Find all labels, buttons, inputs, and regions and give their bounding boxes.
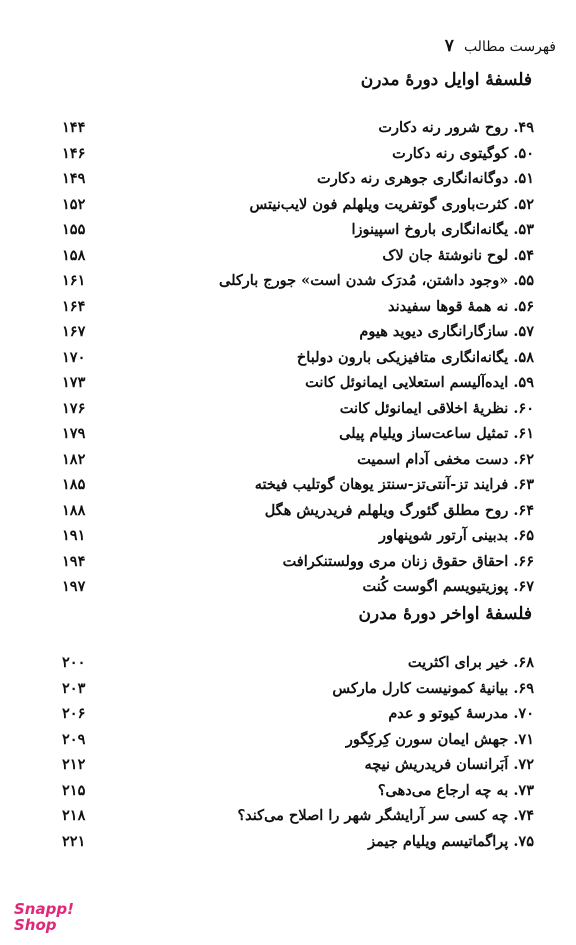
entry-title: ۵۷. سازگارانگاری دیوید هیوم bbox=[359, 323, 534, 341]
toc-entry[interactable] bbox=[62, 727, 534, 753]
entry-page-number: ۲۰۰ bbox=[62, 654, 86, 672]
entry-title: ۵۳. یگانه‌انگاری باروخ اسپینوزا bbox=[351, 221, 534, 239]
toc-entry[interactable] bbox=[62, 447, 534, 473]
toc-entry[interactable] bbox=[62, 396, 534, 422]
toc-entry[interactable] bbox=[62, 294, 534, 320]
entry-title: ۶۵. بدبینی آرتور شوپنهاور bbox=[378, 527, 534, 545]
toc-entry[interactable] bbox=[62, 166, 534, 192]
logo-line-1: Snapp! bbox=[14, 900, 74, 918]
entry-page-number: ۲۰۹ bbox=[62, 730, 86, 748]
entry-page-number: ۱۸۵ bbox=[62, 476, 86, 494]
entry-page-number: ۱۵۲ bbox=[62, 195, 86, 213]
toc-entry[interactable] bbox=[62, 498, 534, 524]
entry-title: ۵۸. یگانه‌انگاری متافیزیکی بارون دولباخ bbox=[296, 348, 534, 366]
entry-title: ۶۷. پوزیتیویسم اگوست کُنت bbox=[362, 578, 534, 596]
toc-entry[interactable] bbox=[62, 549, 534, 575]
toc-entry[interactable] bbox=[62, 676, 534, 702]
toc-entry[interactable] bbox=[62, 472, 534, 498]
entry-title: ۵۵. «وجود داشتن، مُدرَک شدن است» جورج بارکلی bbox=[219, 272, 534, 290]
entry-page-number: ۲۰۶ bbox=[62, 705, 86, 723]
running-head bbox=[445, 36, 556, 56]
entry-page-number: ۱۶۴ bbox=[62, 297, 86, 315]
running-head-title: فهرست مطالب bbox=[463, 39, 556, 55]
entry-page-number: ۲۰۳ bbox=[62, 679, 86, 697]
entry-page-number: ۱۷۳ bbox=[62, 374, 86, 392]
entry-page-number: ۲۱۵ bbox=[62, 781, 86, 799]
entry-page-number: ۱۹۱ bbox=[62, 527, 86, 545]
entry-title: ۷۳. به چه ارجاع می‌دهی؟ bbox=[377, 781, 534, 799]
entry-page-number: ۱۶۱ bbox=[62, 272, 86, 290]
toc-entry[interactable] bbox=[62, 523, 534, 549]
toc-entry[interactable] bbox=[62, 141, 534, 167]
toc-entry[interactable] bbox=[62, 829, 534, 855]
entry-page-number: ۱۴۶ bbox=[62, 144, 86, 162]
entry-title: ۵۰. کوگیتوی رنه دکارت bbox=[392, 144, 534, 162]
entry-title: ۷۴. چه کسی سر آرایشگر شهر را اصلاح می‌کند؟ bbox=[237, 807, 534, 825]
toc-entry[interactable] bbox=[62, 421, 534, 447]
entry-page-number: ۱۸۸ bbox=[62, 501, 86, 519]
entry-title: ۷۱. جهش ایمان سورن کِرکِگور bbox=[345, 730, 534, 748]
page-number: ۷ bbox=[444, 36, 454, 56]
entry-page-number: ۱۷۶ bbox=[62, 399, 86, 417]
entry-title: ۶۴. روح مطلق گئورگ ویلهلم فریدریش هگل bbox=[264, 501, 534, 519]
entry-title: ۶۸. خیر برای اکثریت bbox=[407, 654, 534, 672]
entry-page-number: ۱۵۵ bbox=[62, 221, 86, 239]
entry-title: ۶۱. تمثیل ساعت‌ساز ویلیام پیلی bbox=[339, 425, 534, 443]
snapp-shop-logo bbox=[14, 901, 74, 933]
toc-entry[interactable] bbox=[62, 192, 534, 218]
entry-title: ۴۹. روح شرور رنه دکارت bbox=[378, 119, 534, 137]
toc-entry[interactable] bbox=[62, 115, 534, 141]
logo-line-2: Shop bbox=[14, 916, 57, 934]
toc-entry[interactable] bbox=[62, 650, 534, 676]
toc-entry[interactable] bbox=[62, 370, 534, 396]
entry-page-number: ۱۹۴ bbox=[62, 552, 86, 570]
entry-page-number: ۱۸۲ bbox=[62, 450, 86, 468]
toc-entry[interactable] bbox=[62, 752, 534, 778]
toc-entry[interactable] bbox=[62, 319, 534, 345]
entry-title: ۵۹. ایده‌آلیسم استعلایی ایمانوئل کانت bbox=[305, 374, 534, 392]
entry-page-number: ۲۱۲ bbox=[62, 756, 86, 774]
toc-entry[interactable] bbox=[62, 803, 534, 829]
section-title-early-modern: فلسفهٔ اوایل دورهٔ مدرن bbox=[360, 70, 532, 90]
toc-entry[interactable] bbox=[62, 217, 534, 243]
toc-entry[interactable] bbox=[62, 574, 534, 600]
entry-page-number: ۱۷۹ bbox=[62, 425, 86, 443]
entry-title: ۷۲. اَبَرانسان فریدریش نیچه bbox=[364, 756, 534, 774]
entry-page-number: ۲۲۱ bbox=[62, 832, 86, 850]
entry-title: ۷۵. پراگماتیسم ویلیام جیمز bbox=[368, 832, 534, 850]
entry-page-number: ۱۵۸ bbox=[62, 246, 86, 264]
toc-list-early-modern bbox=[62, 115, 534, 600]
entry-page-number: ۱۶۷ bbox=[62, 323, 86, 341]
entry-title: ۵۲. کثرت‌باوری گوتفریت ویلهلم فون لایب‌نیتس bbox=[249, 195, 534, 213]
toc-entry[interactable] bbox=[62, 701, 534, 727]
toc-list-late-modern bbox=[62, 650, 534, 854]
entry-title: ۶۰. نظریهٔ اخلاقی ایمانوئل کانت bbox=[339, 399, 534, 417]
entry-title: ۶۹. بیانیهٔ کمونیست کارل مارکس bbox=[332, 679, 534, 697]
toc-entry[interactable] bbox=[62, 345, 534, 371]
entry-page-number: ۱۹۷ bbox=[62, 578, 86, 596]
entry-title: ۵۶. نه همهٔ قوها سفیدند bbox=[387, 297, 534, 315]
entry-page-number: ۱۷۰ bbox=[62, 348, 86, 366]
entry-title: ۵۱. دوگانه‌انگاری جوهری رنه دکارت bbox=[317, 170, 534, 188]
entry-title: ۶۶. احقاق حقوق زنان مری وولستنکرافت bbox=[282, 552, 534, 570]
entry-title: ۶۲. دست مخفی آدام اسمیت bbox=[357, 450, 534, 468]
entry-title: ۵۴. لوح نانوشتهٔ جان لاک bbox=[382, 246, 534, 264]
entry-title: ۷۰. مدرسهٔ کیوتو و عدم bbox=[388, 705, 534, 723]
entry-page-number: ۱۴۹ bbox=[62, 170, 86, 188]
entry-title: ۶۳. فرایند تز-آنتی‌تز-سنتز یوهان گوتلیب فیخته bbox=[254, 476, 534, 494]
entry-page-number: ۲۱۸ bbox=[62, 807, 86, 825]
toc-entry[interactable] bbox=[62, 268, 534, 294]
section-title-late-modern: فلسفهٔ اواخر دورهٔ مدرن bbox=[358, 604, 532, 624]
entry-page-number: ۱۴۴ bbox=[62, 119, 86, 137]
toc-entry[interactable] bbox=[62, 243, 534, 269]
toc-entry[interactable] bbox=[62, 778, 534, 804]
